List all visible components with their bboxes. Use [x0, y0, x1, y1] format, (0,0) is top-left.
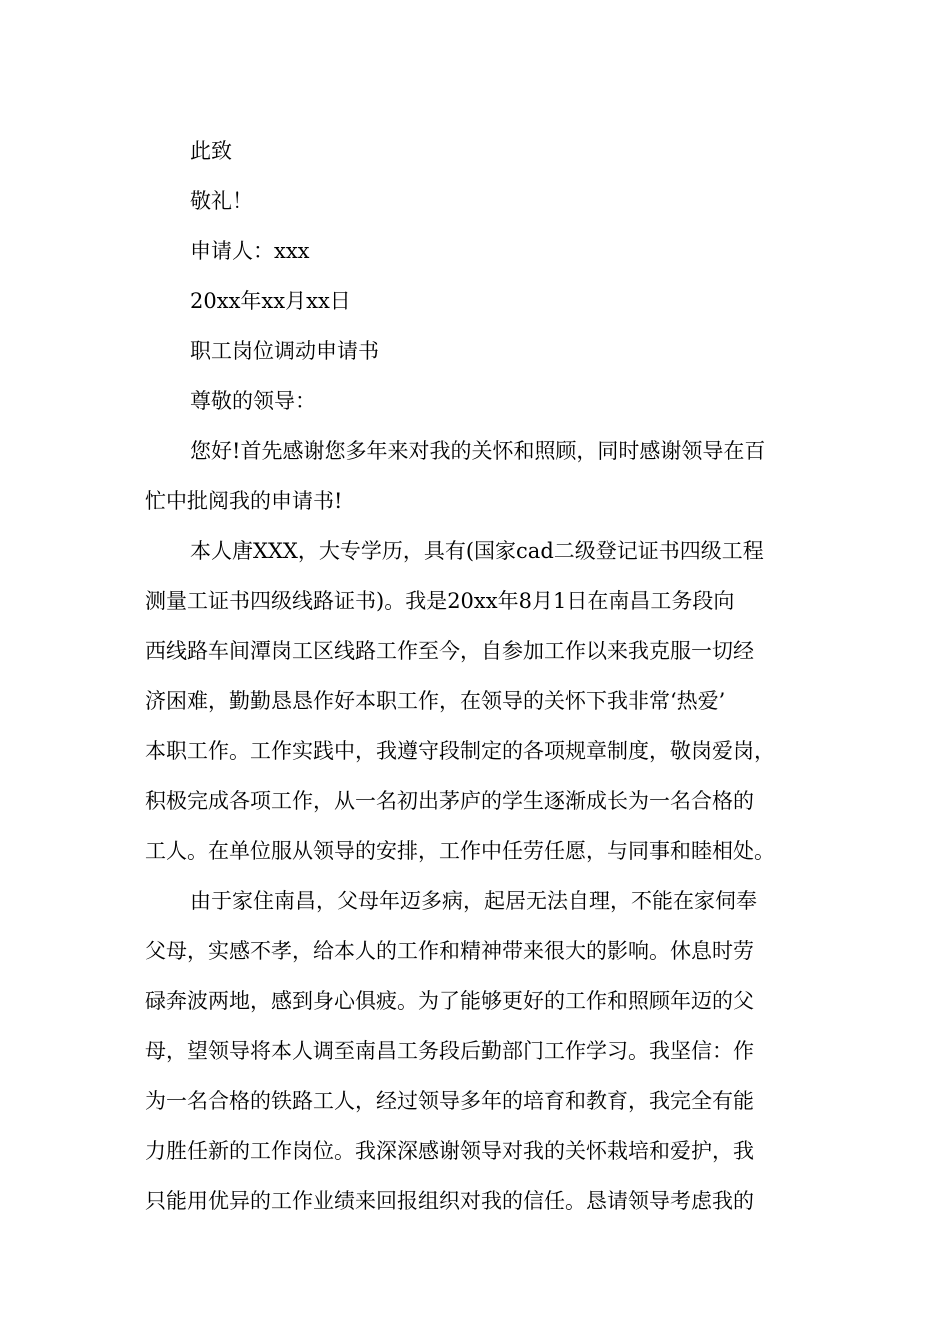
application-date: 20xx年xx月xx日 — [190, 289, 351, 313]
paragraph-line: 您好!首先感谢您多年来对我的关怀和照顾，同时感谢领导在百 — [190, 439, 766, 463]
paragraph-line: 工人。在单位服从领导的安排，工作中任劳任愿，与同事和睦相处。 — [145, 839, 775, 863]
paragraph-line: 积极完成各项工作，从一名初出茅庐的学生逐渐成长为一名合格的 — [145, 789, 754, 813]
paragraph-line: 碌奔波两地，感到身心俱疲。为了能够更好的工作和照顾年迈的父 — [145, 989, 754, 1013]
paragraph-line: 本人唐XXX，大专学历，具有(国家cad二级登记证书四级工程 — [190, 539, 764, 563]
paragraph-line: 测量工证书四级线路证书)。我是20xx年8月1日在南昌工务段向 — [145, 589, 735, 613]
paragraph-line: 为一名合格的铁路工人，经过领导多年的培育和教育，我完全有能 — [145, 1089, 754, 1113]
paragraph-line: 济困难，勤勤恳恳作好本职工作，在领导的关怀下我非常‘热爱’ — [145, 689, 726, 713]
paragraph-line: 力胜任新的工作岗位。我深深感谢领导对我的关怀栽培和爱护，我 — [145, 1139, 754, 1163]
paragraph-line: 母，望领导将本人调至南昌工务段后勤部门工作学习。我坚信：作 — [145, 1039, 754, 1063]
closing-regards: 敬礼！ — [190, 189, 253, 213]
paragraph-line: 西线路车间潭岗工区线路工作至今，自参加工作以来我克服一切经 — [145, 639, 754, 663]
letter-greeting: 尊敬的领导： — [190, 389, 316, 413]
paragraph-line: 由于家住南昌，父母年迈多病，起居无法自理，不能在家伺奉 — [190, 889, 757, 913]
applicant-name: 申请人：xxx — [190, 239, 310, 263]
paragraph-line: 本职工作。工作实践中，我遵守段制定的各项规章制度，敬岗爱岗， — [145, 739, 775, 763]
letter-title: 职工岗位调动申请书 — [190, 339, 379, 363]
paragraph-line: 父母，实感不孝，给本人的工作和精神带来很大的影响。休息时劳 — [145, 939, 754, 963]
paragraph-line: 忙中批阅我的申请书! — [145, 489, 343, 513]
paragraph-line: 只能用优异的工作业绩来回报组织对我的信任。恳请领导考虑我的 — [145, 1189, 754, 1213]
closing-salutation: 此致 — [190, 139, 232, 163]
